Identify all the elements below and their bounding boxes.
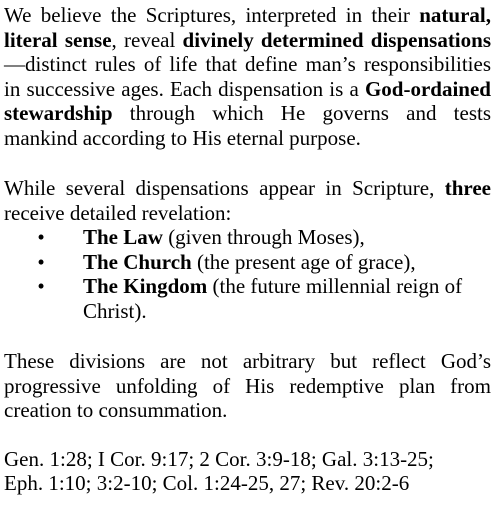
intro-text-2: , reveal bbox=[111, 27, 183, 52]
dispensation-list bbox=[4, 225, 491, 323]
doctrine-paragraph-three-dispensations bbox=[4, 176, 491, 225]
intro-bold-stewardship: God-ordained stewardship bbox=[4, 76, 491, 125]
paragraph-spacer bbox=[4, 150, 491, 176]
list-item-kingdom-desc: (the future millennial reign of Christ). bbox=[83, 274, 463, 323]
bullet-glyph: • bbox=[37, 225, 45, 249]
intro-text-3: —distinct rules of life that define man’s responsibilities in successive ages. Each dispensation is a bbox=[4, 52, 491, 101]
references-line-1: Gen. 1:28; I Cor. 9:17; 2 Cor. 3:9-18; Gal. 3:13-25; bbox=[4, 446, 434, 471]
bullet-glyph: • bbox=[37, 249, 45, 274]
list-item-law-title: The Law bbox=[83, 225, 163, 249]
three-bold-word: three bbox=[444, 176, 491, 200]
list-item-kingdom-title: The Kingdom bbox=[83, 274, 208, 298]
list-item-law bbox=[4, 225, 491, 250]
list-item-church-desc: (the present age of grace), bbox=[191, 249, 416, 274]
intro-bold-literal-sense: natural, literal sense bbox=[4, 3, 491, 52]
list-item-church bbox=[4, 250, 491, 275]
three-text-1: While several dispensations appear in Scripture, bbox=[4, 176, 445, 200]
document-page bbox=[4, 3, 491, 496]
doctrine-paragraph-intro bbox=[4, 3, 491, 150]
intro-text-4: through which He governs and tests mankind according to His eternal purpose. bbox=[4, 101, 491, 150]
bullet-glyph: • bbox=[37, 274, 45, 298]
list-item-law-desc: (given through Moses), bbox=[162, 225, 365, 249]
paragraph-spacer bbox=[4, 423, 491, 447]
paragraph-spacer bbox=[4, 323, 491, 349]
intro-text-1: We believe the Scriptures, interpreted in their bbox=[4, 3, 420, 27]
list-item-church-title: The Church bbox=[83, 249, 192, 274]
three-text-2: receive detailed revelation: bbox=[4, 200, 232, 225]
references-line-2: Eph. 1:10; 3:2-10; Col. 1:24-25, 27; Rev. 20:2-6 bbox=[4, 471, 410, 495]
scripture-references bbox=[4, 447, 491, 496]
list-item-kingdom bbox=[4, 274, 491, 323]
doctrine-paragraph-conclusion: These divisions are not arbitrary but reflect God’s progressive unfolding of His redemptive plan from creation to consummation. bbox=[4, 349, 491, 422]
intro-bold-dispensations: divinely determined dispensations bbox=[182, 27, 491, 52]
